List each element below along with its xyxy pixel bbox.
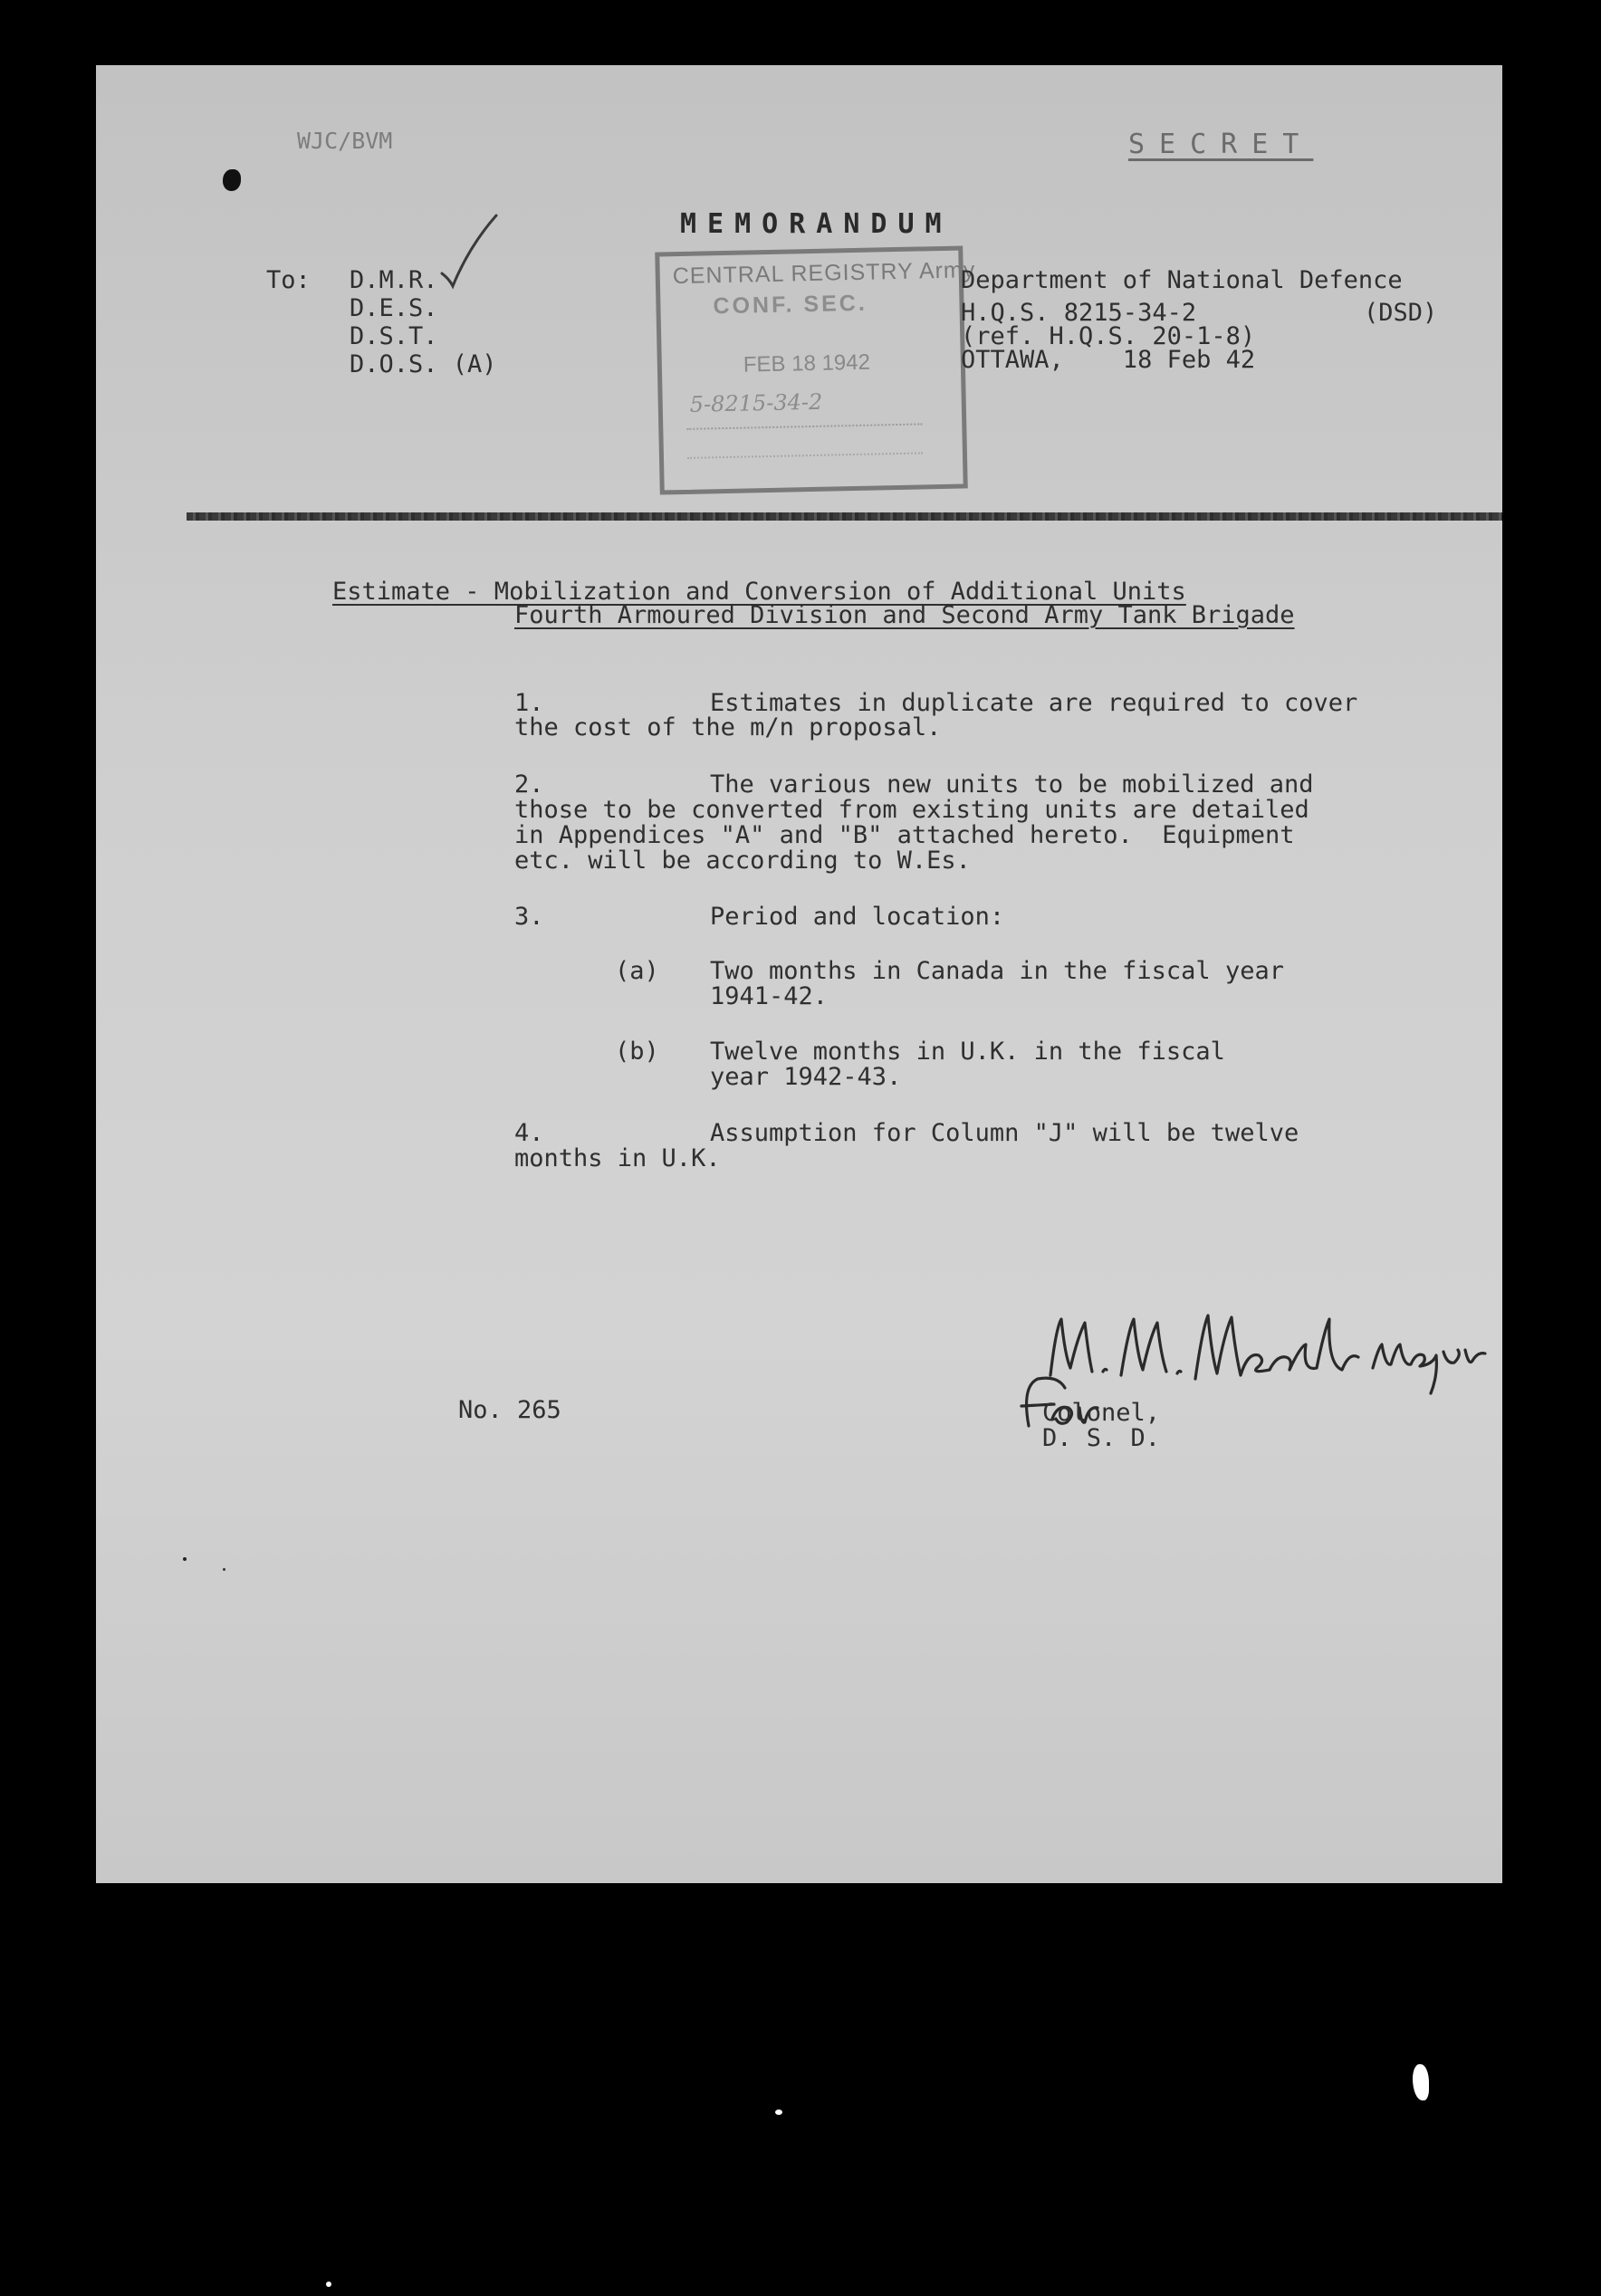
file-number: H.Q.S. 8215-34-2 [961,299,1197,327]
item-a-line-2: 1941-42. [710,982,829,1010]
recipient-des: D.E.S. [350,294,438,322]
memo-title: MEMORANDUM [680,208,953,240]
branch-code: (DSD) [1364,299,1438,327]
paragraph-2-line-2: those to be converted from existing units are detailed [514,796,1309,824]
memo-page [96,65,1502,1883]
item-b-line-2: year 1942-43. [710,1063,902,1091]
paragraph-1-line-2: the cost of the m/n proposal. [514,713,942,741]
paragraph-1-line-1: Estimates in duplicate are required to cover [710,689,1358,717]
paragraph-2-line-1: The various new units to be mobilized and [710,770,1314,799]
typist-initials: WJC/BVM [297,128,393,154]
item-b-label: (b) [615,1038,659,1066]
recipient-dst: D.S.T. [350,322,438,350]
speck [183,1557,187,1561]
film-speck [326,2282,331,2287]
stamp-section: CONF. SEC. [713,290,868,320]
paragraph-2-line-4: etc. will be according to W.Es. [514,847,971,875]
stamp-file-number: 5-8215-34-2 [689,388,823,417]
recipient-dos: D.O.S. (A) [350,350,497,378]
paragraph-2-line-3: in Appendices "A" and "B" attached hereto. Equipment [514,821,1295,849]
punch-hole [223,169,241,191]
stamp-registry: CENTRAL REGISTRY Army [672,257,976,290]
stamp-divider [686,423,922,429]
stamp-date: FEB 18 1942 [743,349,871,378]
paragraph-4-number: 4. [514,1119,544,1147]
item-a-label: (a) [615,957,659,985]
speck [223,1568,225,1571]
film-speck [1413,2064,1429,2100]
subject-line-2: Fourth Armoured Division and Second Army Tank Brigade [514,601,1295,629]
stamp-divider [687,452,923,458]
paragraph-1-number: 1. [514,689,544,717]
header-divider [187,512,1502,521]
signatory-branch: D. S. D. [1042,1424,1161,1452]
reference-number: (ref. H.Q.S. 20-1-8) [961,322,1256,350]
to-label: To: [266,266,311,294]
subject-line-1: Estimate - Mobilization and Conversion of Additional Units [332,578,1186,606]
memo-number: No. 265 [458,1396,561,1424]
registry-stamp [655,245,976,494]
film-speck [775,2109,782,2115]
item-b-line-1: Twelve months in U.K. in the fiscal [710,1038,1225,1066]
item-a-line-1: Two months in Canada in the fiscal year [710,957,1284,985]
paragraph-2-number: 2. [514,770,544,799]
recipient-dmr: D.M.R. [350,266,438,294]
paragraph-4-line-1: Assumption for Column "J" will be twelve [710,1119,1299,1147]
classification-secret: SECRET [1128,129,1314,160]
check-mark-icon [438,210,502,292]
paragraph-3-line-1: Period and location: [710,903,1005,931]
paragraph-3-number: 3. [514,903,544,931]
signatory-title: Colonel, [1042,1399,1161,1427]
department-name: Department of National Defence [961,266,1403,294]
place-and-date: OTTAWA, 18 Feb 42 [961,346,1256,374]
paragraph-4-line-2: months in U.K. [514,1144,721,1172]
